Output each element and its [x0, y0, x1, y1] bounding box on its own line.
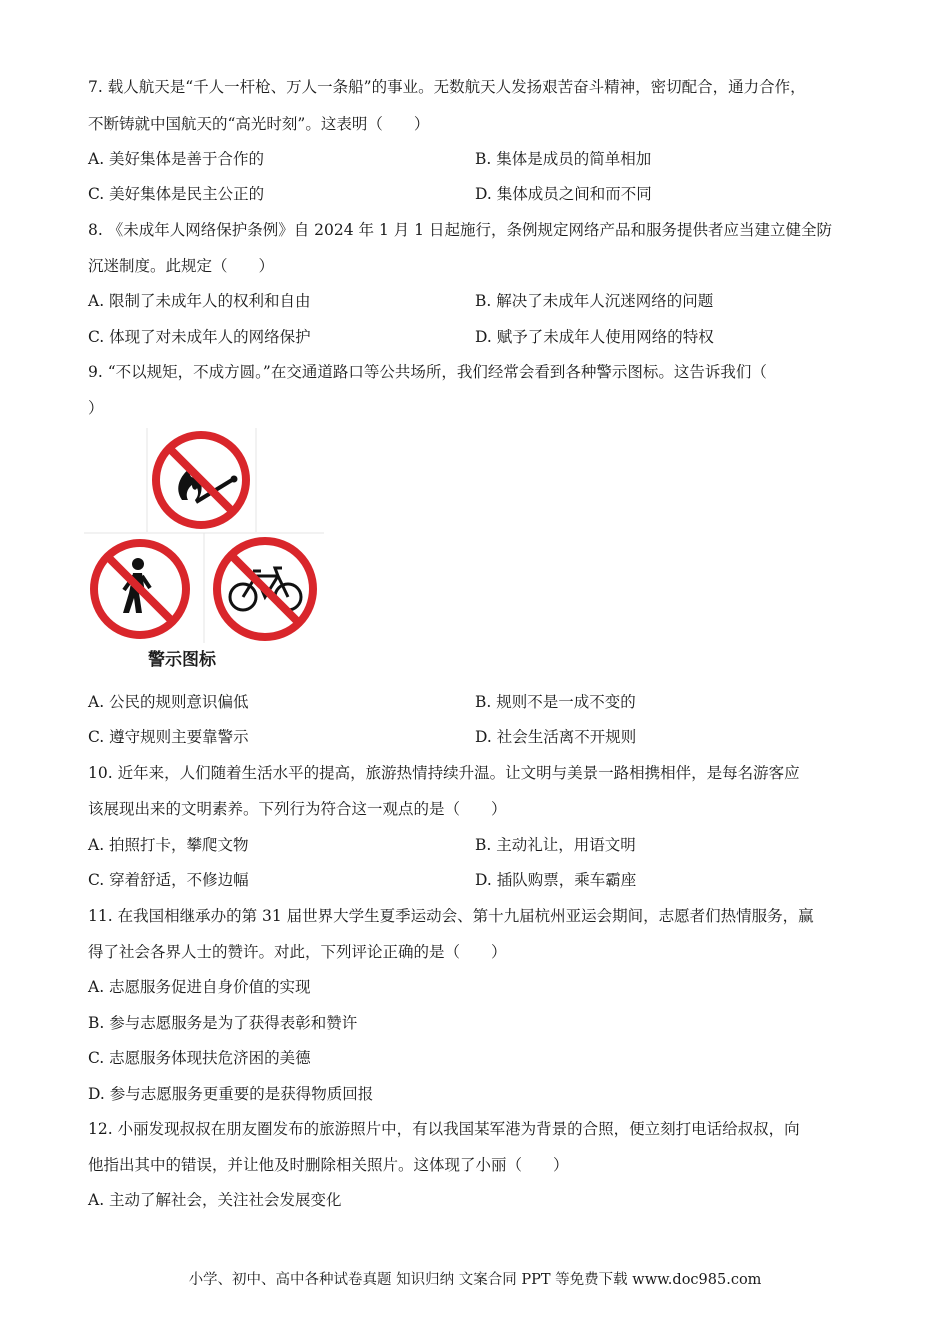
q9-stem-line1: 9. “不以规矩，不成方圆。”在交通道路口等公共场所，我们经常会看到各种警示图标。这告诉我们（: [88, 363, 767, 381]
warning-signs-figure: [84, 428, 329, 668]
q11-option-c: C. 志愿服务体现扶危济困的美德: [88, 1049, 311, 1067]
no-fire-sign-icon: [156, 435, 246, 525]
no-bicycles-sign-icon: [217, 541, 313, 637]
q10-option-a: A. 拍照打卡，攀爬文物: [88, 836, 249, 854]
q9-option-b: B. 规则不是一成不变的: [475, 693, 636, 711]
q8-option-d: D. 赋予了未成年人使用网络的特权: [475, 328, 714, 346]
q7-option-a: A. 美好集体是善于合作的: [88, 150, 265, 168]
q10-stem-line1: 10. 近年来，人们随着生活水平的提高，旅游热情持续升温。让文明与美景一路相携相伴，是每名游客应: [88, 764, 800, 782]
warning-signs-caption: 警示图标: [148, 650, 216, 670]
q8-stem-line1: 8. 《未成年人网络保护条例》自 2024 年 1 月 1 日起施行，条例规定网络产品和服务提供者应当建立健全防: [88, 221, 832, 239]
q10-option-c: C. 穿着舒适，不修边幅: [88, 871, 249, 889]
q9-stem-line2: ）: [88, 399, 104, 417]
q7-option-b: B. 集体是成员的简单相加: [475, 150, 652, 168]
q7-stem-line1: 7. 载人航天是“千人一杆枪、万人一条船”的事业。无数航天人发扬艰苦奋斗精神，密切配合，通力合作，: [88, 78, 806, 96]
q11-option-a: A. 志愿服务促进自身价值的实现: [88, 978, 311, 996]
q8-option-b: B. 解决了未成年人沉迷网络的问题: [475, 292, 714, 310]
q7-option-c: C. 美好集体是民主公正的: [88, 185, 265, 203]
q8-option-c: C. 体现了对未成年人的网络保护: [88, 328, 311, 346]
q12-stem-line2: 他指出其中的错误，并让他及时删除相关照片。这体现了小丽（ ）: [88, 1156, 569, 1174]
q9-option-c: C. 遵守规则主要靠警示: [88, 728, 249, 746]
q7-option-d: D. 集体成员之间和而不同: [475, 185, 652, 203]
q11-option-d: D. 参与志愿服务更重要的是获得物质回报: [88, 1085, 374, 1103]
no-pedestrians-sign-icon: [94, 543, 186, 635]
q9-option-d: D. 社会生活离不开规则: [475, 728, 637, 746]
page-footer: 小学、初中、高中各种试卷真题 知识归纳 文案合同 PPT 等免费下载 www.doc985.com: [188, 1272, 762, 1288]
q8-option-a: A. 限制了未成年人的权利和自由: [88, 292, 311, 310]
q11-stem-line2: 得了社会各界人士的赞许。对此，下列评论正确的是（ ）: [88, 943, 507, 961]
q12-option-a: A. 主动了解社会，关注社会发展变化: [88, 1191, 342, 1209]
q10-stem-line2: 该展现出来的文明素养。下列行为符合这一观点的是（ ）: [88, 800, 507, 818]
q9-option-a: A. 公民的规则意识偏低: [88, 693, 249, 711]
q8-stem-line2: 沉迷制度。此规定（ ）: [88, 257, 275, 275]
q7-stem-line2: 不断铸就中国航天的“高光时刻”。这表明（ ）: [88, 115, 430, 133]
q12-stem-line1: 12. 小丽发现叔叔在朋友圈发布的旅游照片中，有以我国某军港为背景的合照，便立刻打电话给叔叔，向: [88, 1120, 800, 1138]
q11-stem-line1: 11. 在我国相继承办的第 31 届世界大学生夏季运动会、第十九届杭州亚运会期间，志愿者们热情服务，赢: [88, 907, 814, 925]
q10-option-b: B. 主动礼让，用语文明: [475, 836, 636, 854]
q11-option-b: B. 参与志愿服务是为了获得表彰和赞许: [88, 1014, 358, 1032]
q10-option-d: D. 插队购票，乘车霸座: [475, 871, 637, 889]
